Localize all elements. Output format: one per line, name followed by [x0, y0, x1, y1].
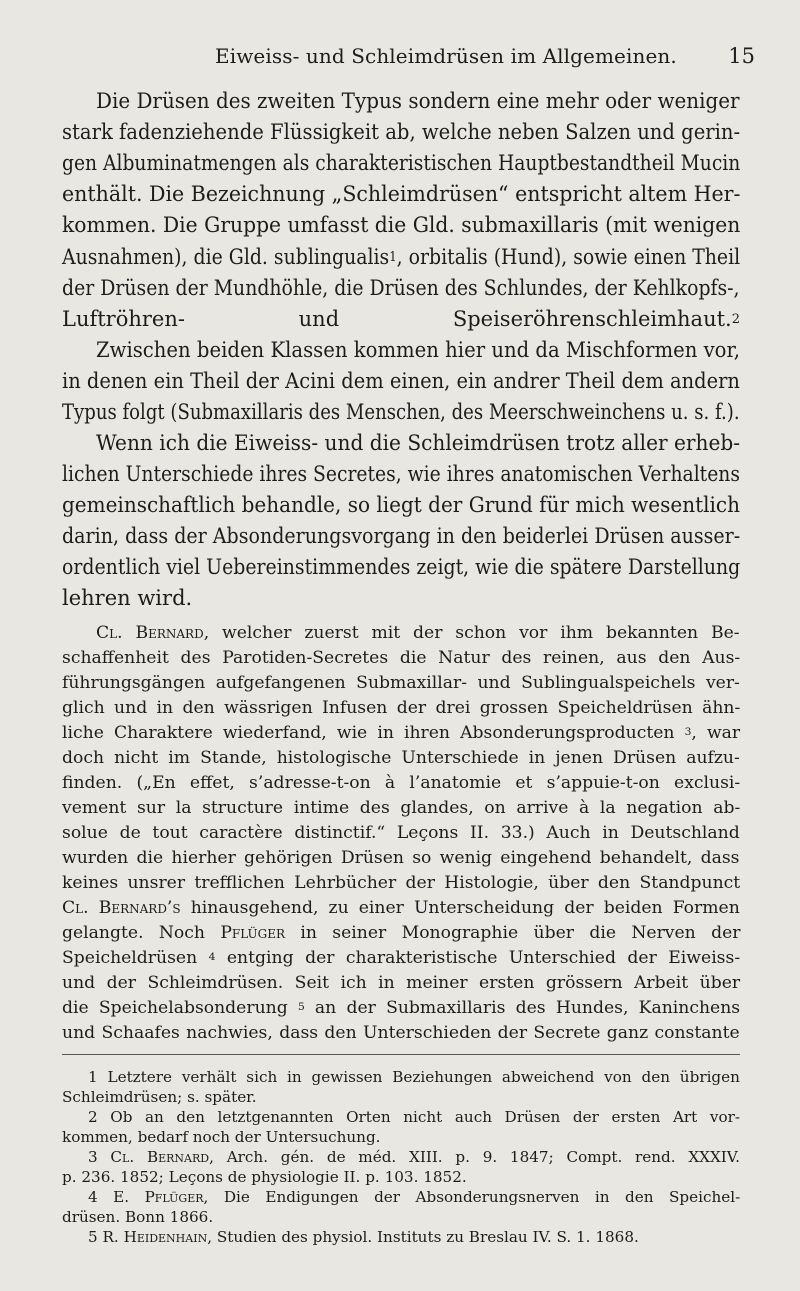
text-line: vement sur la structure intime des glandes, on arrive à la negation ab- — [62, 798, 741, 818]
footnote: kommen, bedarf noch der Untersuchung. — [62, 1128, 381, 1146]
author-name: Bernard’s — [98, 898, 181, 918]
author-name: Pflüger — [220, 923, 286, 943]
text-line: und Schaafes nachwies, dass den Unterschieden der Secrete ganz constante — [62, 1023, 740, 1043]
text-line: schaffenheit des Parotiden-Secretes die Natur des reinen, aus den Aus- — [62, 648, 741, 668]
text-line: lichen Unterschiede ihres Secretes, wie ihres anatomischen Verhaltens — [62, 462, 740, 486]
text-line: kommen. Die Gruppe umfasst die Gld. submaxillaris (mit wenigen — [62, 213, 741, 237]
text-line: lehren wird. — [62, 586, 193, 610]
text-line: in denen ein Theil der Acini dem einen, ein andrer Theil dem andern — [62, 369, 740, 393]
text-line: Ausnahmen), die Gld. sublingualis$^1$, orbitalis (Hund), sowie einen Theil — [62, 245, 741, 269]
author-name: Heidenhain — [123, 1228, 208, 1246]
text-line: Die Drüsen des zweiten Typus sondern eine mehr oder weniger — [96, 89, 740, 113]
text-line: Typus folgt (Submaxillaris des Menschen, des Meerschweinchens u. s. f.). — [62, 400, 740, 424]
text-line: Cl. Bernard, welcher zuerst mit der schon vor ihm bekannten Be- — [96, 623, 740, 643]
text-line: gen Albuminatmengen als charakteristischen Hauptbestandtheil Mucin — [62, 151, 741, 175]
text-line: führungsgängen aufgefangenen Submaxillar- und Sublingualspeichels ver- — [62, 673, 740, 693]
text-line: stark fadenziehende Flüssigkeit ab, welche neben Salzen und gerin- — [62, 120, 741, 144]
footnote-ref: 1 — [389, 249, 397, 265]
running-head — [95, 44, 755, 74]
text-line: glich und in den wässrigen Infusen der drei grossen Speicheldrüsen ähn- — [62, 698, 741, 718]
text-line: keines unsrer trefflichen Lehrbücher der Histologie, über den Standpunct — [62, 873, 741, 893]
text-line: enthält. Die Bezeichnung „Schleimdrüsen“ entspricht altem Her- — [62, 182, 741, 206]
footnote-ref: 5 — [297, 1000, 305, 1014]
page-number: 15 — [728, 44, 755, 68]
text-line: liche Charaktere wiederfand, wie in ihren Absonderungsproducten $^3$, war — [62, 723, 741, 743]
footnote: 3 Cl. Bernard, Arch. gén. de méd. XIII. p. 9. 1847; Compt. rend. XXXIV. — [88, 1148, 740, 1166]
text-line: Wenn ich die Eiweiss- und die Schleimdrüsen trotz aller erheb- — [96, 431, 741, 455]
text-line: Zwischen beiden Klassen kommen hier und da Mischformen vor, — [96, 338, 740, 362]
text-line: darin, dass der Absonderungsvorgang in den beiderlei Drüsen ausser- — [62, 524, 741, 548]
footnote-ref: 4 — [208, 950, 216, 964]
author-name: Bernard — [146, 1148, 210, 1166]
footnote-ref: 2 — [731, 311, 740, 327]
footnote: 2 Ob an den letztgenannten Orten nicht auch Drüsen der ersten Art vor- — [88, 1108, 740, 1126]
author-name: Bernard — [135, 623, 204, 643]
text-line: gelangte. Noch Pflüger in seiner Monographie über die Nerven der — [62, 923, 741, 943]
author-name: Pflüger — [144, 1188, 204, 1206]
text-line: wurden die hierher gehörigen Drüsen so wenig eingehend behandelt, dass — [62, 848, 740, 868]
text-line: die Speichelabsonderung $^5$ an der Submaxillaris des Hundes, Kaninchens — [62, 998, 741, 1018]
text-line: und der Schleimdrüsen. Seit ich in meiner ersten grössern Arbeit über — [62, 973, 741, 993]
running-head-title: Eiweiss- und Schleimdrüsen im Allgemeinen. — [215, 44, 677, 68]
footnote: 4 E. Pflüger, Die Endigungen der Absonderungsnerven in den Speichel- — [88, 1188, 741, 1206]
text-line: doch nicht im Stande, histologische Unterschiede in jenen Drüsen aufzu- — [62, 748, 740, 768]
text-line: der Drüsen der Mundhöhle, die Drüsen des Schlundes, der Kehlkopfs-, — [62, 276, 740, 300]
footnote: drüsen. Bonn 1866. — [62, 1208, 214, 1226]
text-line: Cl. Bernard’s hinausgehend, zu einer Unterscheidung der beiden Formen — [62, 898, 740, 918]
text-line: Speicheldrüsen $^4$ entging der charakteristische Unterschied der Eiweiss- — [62, 948, 741, 968]
footnote: 1 Letztere verhält sich in gewissen Beziehungen abweichend von den übrigen — [88, 1068, 740, 1086]
footnote: 5 R. Heidenhain, Studien des physiol. Instituts zu Breslau IV. S. 1. 1868. — [88, 1228, 639, 1246]
footnote: p. 236. 1852; Leçons de physiologie II. p. 103. 1852. — [62, 1168, 467, 1186]
footnote-rule — [62, 1054, 740, 1055]
text-line: Luftröhren- und Speiseröhrenschleimhaut.$^2$ — [62, 307, 740, 331]
footnote-ref: 3 — [684, 725, 692, 739]
text-line: gemeinschaftlich behandle, so liegt der Grund für mich wesentlich — [62, 493, 740, 517]
text-line: finden. („En effet, s’adresse-t-on à l’anatomie et s’appuie-t-on exclusi- — [62, 773, 741, 793]
text-line: solue de tout caractère distinctif.“ Leçons II. 33.) Auch in Deutschland — [62, 823, 740, 843]
footnote: Schleimdrüsen; s. später. — [62, 1088, 257, 1106]
text-line: ordentlich viel Uebereinstimmendes zeigt, wie die spätere Darstellung — [62, 555, 741, 579]
